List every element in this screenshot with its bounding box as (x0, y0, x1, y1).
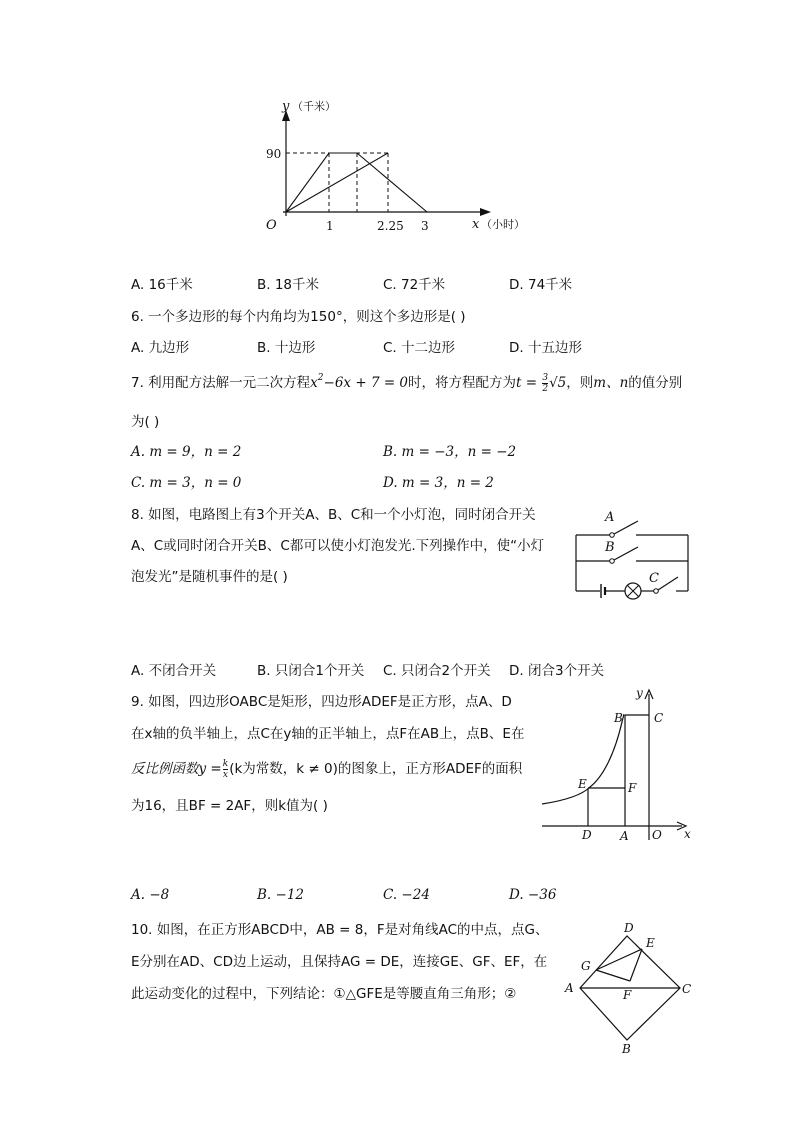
y-tick-90: 90 (266, 147, 282, 161)
label-e: E (578, 777, 587, 791)
q7-option-b: B. m = −3，n = −2 (383, 444, 517, 460)
origin-label: O (266, 218, 277, 233)
label-d: D (624, 921, 634, 935)
label-x: x (684, 827, 691, 841)
x-axis-arrow (480, 208, 491, 216)
x-tick-2-25: 2.25 (377, 219, 404, 233)
y-axis-label: y (282, 99, 290, 114)
q6-option-b: B. 十边形 (257, 340, 316, 356)
label-d: D (582, 828, 592, 842)
q6-option-d: D. 十五边形 (509, 340, 582, 356)
q7-vars: m、n (593, 375, 629, 391)
label-b: B (614, 711, 623, 725)
switch-b-contact (610, 559, 615, 564)
q7-option-c: C. m = 3，n = 0 (131, 475, 242, 491)
q5-option-b: B. 18千米 (257, 277, 320, 293)
q5-option-a: A. 16千米 (131, 277, 193, 293)
label-b: B (622, 1042, 631, 1056)
q7-stem-line2: 为( ) (131, 414, 160, 430)
q9-stem-line4: 为16，且BF = 2AF，则k值为( ) (131, 798, 328, 814)
q6-option-c: C. 十二边形 (383, 340, 456, 356)
q7-stem-part2: 时，将方程配方为 (408, 375, 517, 391)
label-c: C (682, 982, 692, 996)
switch-a-contact (610, 533, 615, 538)
q9-func-rest: (k为常数，k ≠ 0)的图象上，正方形ADEF的面积 (229, 761, 523, 777)
q10-stem-line2: E分别在AD、CD边上运动，且保持AG = DE，连接GE、GF、EF，在 (131, 954, 548, 970)
q7-option-a: A. m = 9，n = 2 (131, 444, 242, 460)
label-c: C (654, 711, 664, 725)
switch-c-blade (658, 577, 678, 590)
q9-stem-line1: 9. 如图，四边形OABC是矩形，四边形ADEF是正方形，点A、D (131, 694, 512, 710)
switch-b-label: B (605, 540, 615, 555)
q9-option-b: B. −12 (257, 887, 304, 903)
q8-stem-line3: 泡发光”是随机事件的是( ) (131, 569, 288, 585)
q9-k-over-x: $\frac{k}{x}$ (222, 758, 229, 780)
q5-option-d: D. 74千米 (509, 277, 573, 293)
y-axis-unit: （千米） (292, 100, 336, 113)
q9-option-a: A. −8 (131, 887, 170, 903)
q9-stem-line3 (131, 757, 522, 780)
switch-c-label: C (649, 571, 659, 586)
rectangle-square-hyperbola-figure (538, 684, 698, 846)
square-abcd-figure (560, 918, 700, 1058)
q6-stem: 6. 一个多边形的每个内角均为150°，则这个多边形是( ) (131, 309, 466, 325)
switch-a-blade (614, 521, 638, 534)
q7-stem-part1: 7. 利用配方法解一元二次方程 (131, 375, 311, 391)
label-a: A (565, 981, 574, 995)
label-y: y (636, 686, 643, 700)
q9-stem-line2: 在x轴的负半轴上，点C在y轴的正半轴上，点F在AB上，点B、E在 (131, 726, 525, 742)
label-o: O (652, 828, 662, 842)
q9-option-c: C. −24 (383, 887, 430, 903)
q8-option-d: D. 闭合3个开关 (509, 663, 605, 679)
x-tick-1: 1 (326, 219, 334, 233)
q7-equation: $x^2-6x + 7 = 0$ (310, 373, 409, 391)
label-f: F (623, 988, 632, 1002)
switch-b-blade (614, 547, 638, 560)
q9-option-d: D. −36 (509, 887, 557, 903)
q10-stem-line3: 此运动变化的过程中，下列结论：①△GFE是等腰直角三角形；② (131, 986, 517, 1002)
q9-func-prefix: 反比例函数y = (131, 761, 222, 777)
q7-stem-part3: ，则 (566, 375, 594, 391)
distance-time-graph (255, 92, 535, 242)
q8-stem-line1: 8. 如图，电路图上有3个开关A、B、C和一个小灯泡，同时闭合开关 (131, 507, 536, 523)
x-tick-3: 3 (421, 219, 429, 233)
q8-option-b: B. 只闭合1个开关 (257, 663, 365, 679)
q6-option-a: A. 九边形 (131, 340, 190, 356)
trip-line-2 (286, 153, 388, 212)
label-g: G (581, 959, 591, 973)
q7-option-d: D. m = 3，n = 2 (383, 475, 494, 491)
segment-gf (596, 970, 630, 981)
x-axis-label: x (472, 217, 480, 232)
x-axis-unit: （小时） (481, 218, 525, 231)
switch-a-label: A (605, 510, 615, 525)
label-a: A (620, 829, 629, 843)
q7-stem-part4: 的值分别 (628, 375, 683, 391)
q8-stem-line2: A、C或同时闭合开关B、C都可以使小灯泡发光.下列操作中，使“小灯 (131, 538, 545, 554)
q10-stem-line1: 10. 如图，在正方形ABCD中，AB = 8，F是对角线AC的中点，点G、 (131, 922, 549, 938)
q7-stem-line1 (131, 371, 682, 394)
label-e: E (646, 936, 655, 950)
q7-completed-square: t = $\frac{3}{2}$ √5 (516, 373, 567, 394)
switch-c-contact (654, 589, 659, 594)
circuit-diagram (570, 505, 695, 605)
q5-option-c: C. 72千米 (383, 277, 446, 293)
label-f: F (628, 781, 637, 795)
q8-option-a: A. 不闭合开关 (131, 663, 217, 679)
q8-option-c: C. 只闭合2个开关 (383, 663, 491, 679)
